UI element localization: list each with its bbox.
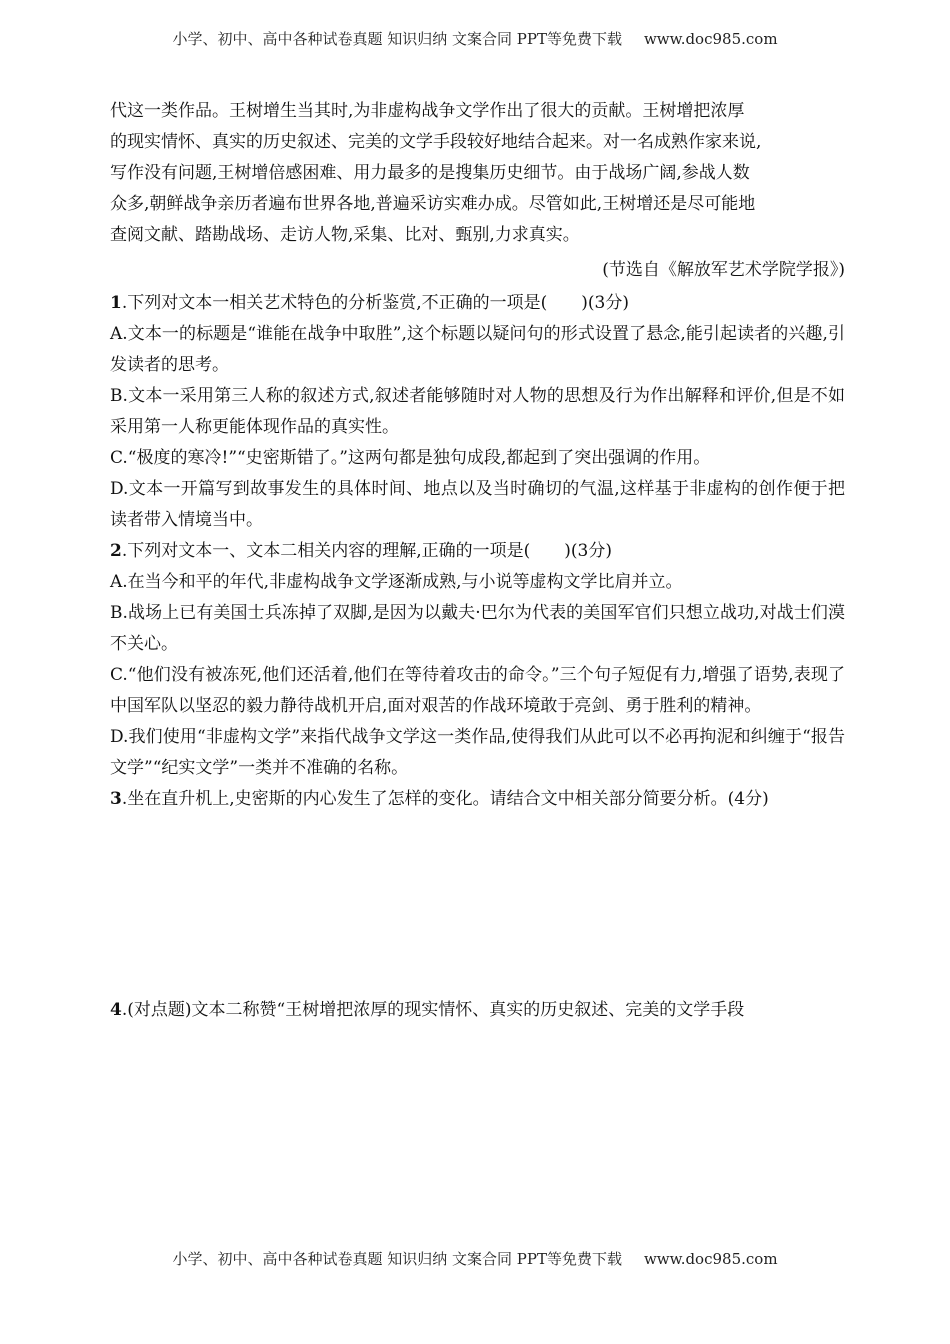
- question-text: .坐在直升机上,史密斯的内心发生了怎样的变化。请结合文中相关部分简要分析。(4分): [121, 789, 769, 809]
- question-number: 2: [110, 541, 122, 561]
- option-d: D.我们使用“非虚构文学”来指代战争文学这一类作品,使得我们从此可以不必再拘泥和纠缠于“报告文学”“纪实文学”一类并不准确的名称。: [110, 727, 845, 778]
- footer-url[interactable]: www.doc985.com: [643, 1250, 778, 1268]
- question-number: 4: [110, 1000, 122, 1020]
- question-3: [110, 784, 845, 995]
- question-number: 3: [110, 789, 122, 809]
- option-b: B.战场上已有美国士兵冻掉了双脚,是因为以戴夫·巴尔为代表的美国军官们只想立战功,对战士们漠不关心。: [110, 603, 845, 654]
- question-text: .下列对文本一、文本二相关内容的理解,正确的一项是( )(3分): [121, 541, 612, 561]
- header-url[interactable]: www.doc985.com: [643, 30, 778, 48]
- page-footer: [0, 1248, 950, 1269]
- question-stem: [110, 536, 845, 567]
- option-c: C.“他们没有被冻死,他们还活着,他们在等待着攻击的命令。”三个句子短促有力,增强了语势,表现了中国军队以坚忍的毅力静待战机开启,面对艰苦的作战环境敢于亮剑、勇于胜利的精神。: [110, 665, 845, 716]
- header-text: 小学、初中、高中各种试卷真题 知识归纳 文案合同 PPT等免费下载: [172, 30, 622, 48]
- answer-space: [110, 815, 845, 995]
- question-4: [110, 995, 845, 1026]
- option-a: A.在当今和平的年代,非虚构战争文学逐渐成熟,与小说等虚构文学比肩并立。: [110, 572, 683, 592]
- passage-line: 众多,朝鲜战争亲历者遍布世界各地,普遍采访实难办成。尽管如此,王树增还是尽可能地: [110, 194, 756, 214]
- question-stem: [110, 288, 845, 319]
- passage-line: 的现实情怀、真实的历史叙述、完美的文学手段较好地结合起来。对一名成熟作家来说,: [110, 132, 762, 152]
- question-1: [110, 288, 845, 536]
- question-stem: [110, 995, 845, 1026]
- passage-line: 查阅文献、踏勘战场、走访人物,采集、比对、甄别,力求真实。: [110, 225, 580, 245]
- option-c: C.“极度的寒冷!”“史密斯错了。”这两句都是独句成段,都起到了突出强调的作用。: [110, 448, 711, 468]
- question-stem: [110, 784, 845, 815]
- option-a: A.文本一的标题是“谁能在战争中取胜”,这个标题以疑问句的形式设置了悬念,能引起读者的兴趣,引发读者的思考。: [110, 324, 845, 375]
- question-text: .(对点题)文本二称赞“王树增把浓厚的现实情怀、真实的历史叙述、完美的文学手段: [121, 1000, 745, 1020]
- option-b: B.文本一采用第三人称的叙述方式,叙述者能够随时对人物的思想及行为作出解释和评价,但是不如采用第一人称更能体现作品的真实性。: [110, 386, 845, 437]
- passage-line: 代这一类作品。王树增生当其时,为非虚构战争文学作出了很大的贡献。王树增把浓厚: [110, 101, 745, 121]
- option-d: D.文本一开篇写到故事发生的具体时间、地点以及当时确切的气温,这样基于非虚构的创作便于把读者带入情境当中。: [110, 479, 845, 530]
- page-header: [0, 28, 950, 49]
- question-text: .下列对文本一相关艺术特色的分析鉴赏,不正确的一项是( )(3分): [121, 293, 629, 313]
- question-2: [110, 536, 845, 784]
- document-body: [110, 96, 845, 1026]
- footer-text: 小学、初中、高中各种试卷真题 知识归纳 文案合同 PPT等免费下载: [172, 1250, 622, 1268]
- question-number: 1: [110, 293, 122, 313]
- passage: [110, 96, 845, 251]
- passage-source: (节选自《解放军艺术学院学报》): [602, 260, 845, 280]
- passage-line: 写作没有问题,王树增倍感困难、用力最多的是搜集历史细节。由于战场广阔,参战人数: [110, 163, 750, 183]
